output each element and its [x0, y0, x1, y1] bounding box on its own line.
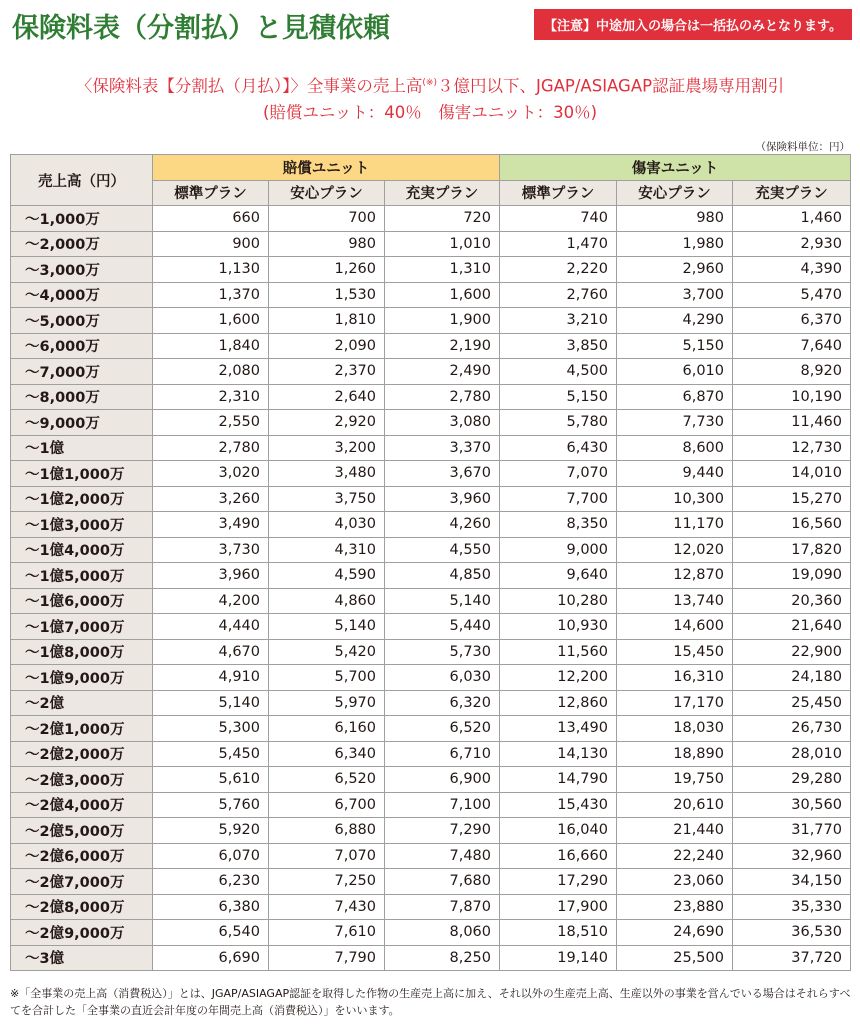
premium-cell: 6,160 [269, 716, 385, 742]
premium-cell: 6,520 [269, 767, 385, 793]
premium-cell: 15,450 [617, 639, 733, 665]
premium-cell: 13,740 [617, 588, 733, 614]
premium-cell: 8,250 [385, 945, 500, 971]
premium-cell: 16,660 [500, 843, 617, 869]
premium-cell: 4,440 [153, 614, 269, 640]
premium-cell: 2,640 [269, 384, 385, 410]
page-header [12, 6, 852, 46]
premium-cell: 4,310 [269, 537, 385, 563]
premium-cell: 32,960 [733, 843, 851, 869]
premium-cell: 20,360 [733, 588, 851, 614]
plan-header: 安心プラン [269, 180, 385, 206]
table-row [11, 716, 851, 742]
premium-cell: 3,260 [153, 486, 269, 512]
sales-range-label: ～2億8,000万 [11, 894, 153, 920]
premium-cell: 17,170 [617, 690, 733, 716]
premium-cell: 7,730 [617, 410, 733, 436]
premium-cell: 5,150 [500, 384, 617, 410]
premium-cell: 21,440 [617, 818, 733, 844]
sales-range-label: ～7,000万 [11, 359, 153, 385]
premium-cell: 5,730 [385, 639, 500, 665]
premium-cell: 3,480 [269, 461, 385, 487]
table-row [11, 818, 851, 844]
premium-cell: 19,750 [617, 767, 733, 793]
sales-range-label: ～2億7,000万 [11, 869, 153, 895]
premium-cell: 7,290 [385, 818, 500, 844]
premium-cell: 1,530 [269, 282, 385, 308]
premium-cell: 31,770 [733, 818, 851, 844]
table-row [11, 461, 851, 487]
premium-cell: 6,370 [733, 308, 851, 334]
unit-note: （保険料単位：円） [755, 141, 850, 153]
premium-cell: 1,260 [269, 257, 385, 283]
premium-cell: 9,640 [500, 563, 617, 589]
footnote: ※「全事業の売上高（消費税込）」とは、JGAP/ASIAGAP認証を取得した作物の生産売上高に加え、それ以外の生産売上高、生産以外の事業を営んでいる場合はそれらすべてを合計した「全事業の直近会計年度の年間売上高（消費税込）」をいいます。 [10, 987, 851, 1017]
sales-range-label: ～4,000万 [11, 282, 153, 308]
premium-cell: 1,460 [733, 206, 851, 232]
plan-header: 安心プラン [617, 180, 733, 206]
premium-cell: 34,150 [733, 869, 851, 895]
sales-range-label: ～2億1,000万 [11, 716, 153, 742]
premium-cell: 7,640 [733, 333, 851, 359]
sales-range-label: ～2億3,000万 [11, 767, 153, 793]
premium-cell: 9,000 [500, 537, 617, 563]
premium-cell: 1,810 [269, 308, 385, 334]
premium-cell: 3,210 [500, 308, 617, 334]
premium-cell: 12,860 [500, 690, 617, 716]
premium-cell: 1,370 [153, 282, 269, 308]
table-row [11, 537, 851, 563]
sales-range-label: ～1億8,000万 [11, 639, 153, 665]
premium-cell: 660 [153, 206, 269, 232]
table-row [11, 588, 851, 614]
premium-cell: 980 [269, 231, 385, 257]
premium-cell: 7,070 [269, 843, 385, 869]
premium-cell: 3,750 [269, 486, 385, 512]
premium-cell: 5,300 [153, 716, 269, 742]
table-row [11, 282, 851, 308]
premium-cell: 25,450 [733, 690, 851, 716]
premium-cell: 37,720 [733, 945, 851, 971]
premium-cell: 6,710 [385, 741, 500, 767]
premium-cell: 24,690 [617, 920, 733, 946]
premium-cell: 18,030 [617, 716, 733, 742]
premium-cell: 8,920 [733, 359, 851, 385]
premium-cell: 23,880 [617, 894, 733, 920]
premium-cell: 6,520 [385, 716, 500, 742]
premium-cell: 7,250 [269, 869, 385, 895]
premium-cell: 7,100 [385, 792, 500, 818]
sales-range-label: ～8,000万 [11, 384, 153, 410]
premium-cell: 6,700 [269, 792, 385, 818]
premium-cell: 4,850 [385, 563, 500, 589]
page-title: 保険料表（分割払）と見積依頼 [12, 13, 390, 44]
premium-cell: 4,500 [500, 359, 617, 385]
plan-header: 充実プラン [733, 180, 851, 206]
premium-cell: 2,080 [153, 359, 269, 385]
premium-cell: 11,560 [500, 639, 617, 665]
table-row [11, 869, 851, 895]
premium-cell: 23,060 [617, 869, 733, 895]
premium-cell: 14,130 [500, 741, 617, 767]
sales-range-label: ～1億2,000万 [11, 486, 153, 512]
premium-cell: 2,310 [153, 384, 269, 410]
premium-cell: 26,730 [733, 716, 851, 742]
premium-cell: 1,310 [385, 257, 500, 283]
premium-cell: 28,010 [733, 741, 851, 767]
sales-range-label: ～1億9,000万 [11, 665, 153, 691]
table-row [11, 359, 851, 385]
premium-cell: 720 [385, 206, 500, 232]
premium-cell: 2,090 [269, 333, 385, 359]
premium-cell: 1,840 [153, 333, 269, 359]
premium-cell: 3,370 [385, 435, 500, 461]
table-row [11, 614, 851, 640]
premium-cell: 21,640 [733, 614, 851, 640]
premium-cell: 2,370 [269, 359, 385, 385]
subtitle-line-1 [10, 70, 850, 100]
premium-cell: 30,560 [733, 792, 851, 818]
premium-cell: 2,780 [153, 435, 269, 461]
premium-cell: 5,760 [153, 792, 269, 818]
premium-cell: 14,790 [500, 767, 617, 793]
premium-cell: 1,980 [617, 231, 733, 257]
premium-cell: 3,490 [153, 512, 269, 538]
premium-cell: 17,820 [733, 537, 851, 563]
table-body [11, 206, 851, 971]
premium-cell: 10,300 [617, 486, 733, 512]
sales-range-label: ～1億3,000万 [11, 512, 153, 538]
premium-cell: 14,600 [617, 614, 733, 640]
premium-cell: 24,180 [733, 665, 851, 691]
premium-cell: 4,670 [153, 639, 269, 665]
premium-cell: 10,930 [500, 614, 617, 640]
plan-header: 標準プラン [153, 180, 269, 206]
premium-cell: 4,860 [269, 588, 385, 614]
premium-cell: 6,070 [153, 843, 269, 869]
premium-cell: 1,470 [500, 231, 617, 257]
premium-cell: 15,430 [500, 792, 617, 818]
premium-cell: 4,290 [617, 308, 733, 334]
table-row [11, 308, 851, 334]
sales-range-label: ～2億5,000万 [11, 818, 153, 844]
premium-cell: 6,900 [385, 767, 500, 793]
table-row [11, 563, 851, 589]
premium-cell: 5,610 [153, 767, 269, 793]
sales-range-label: ～2億9,000万 [11, 920, 153, 946]
premium-cell: 2,760 [500, 282, 617, 308]
premium-cell: 2,930 [733, 231, 851, 257]
subtitle-line-2: (賠償ユニット：40％ 傷害ユニット：30％) [262, 102, 598, 122]
premium-cell: 3,960 [153, 563, 269, 589]
liability-unit-header: 賠償ユニット [153, 155, 500, 181]
premium-cell: 5,700 [269, 665, 385, 691]
premium-cell: 19,140 [500, 945, 617, 971]
premium-cell: 4,550 [385, 537, 500, 563]
injury-unit-header: 傷害ユニット [500, 155, 851, 181]
premium-cell: 5,440 [385, 614, 500, 640]
sales-range-label: ～1,000万 [11, 206, 153, 232]
premium-cell: 5,450 [153, 741, 269, 767]
premium-cell: 9,440 [617, 461, 733, 487]
premium-cell: 3,200 [269, 435, 385, 461]
premium-cell: 3,020 [153, 461, 269, 487]
premium-cell: 6,010 [617, 359, 733, 385]
table-row [11, 257, 851, 283]
premium-cell: 700 [269, 206, 385, 232]
premium-cell: 36,530 [733, 920, 851, 946]
sales-range-label: ～2億2,000万 [11, 741, 153, 767]
premium-cell: 8,350 [500, 512, 617, 538]
premium-cell: 2,960 [617, 257, 733, 283]
table-row [11, 206, 851, 232]
sales-header: 売上高（円） [11, 155, 153, 206]
premium-cell: 5,150 [617, 333, 733, 359]
premium-cell: 25,500 [617, 945, 733, 971]
premium-cell: 6,030 [385, 665, 500, 691]
table-row [11, 792, 851, 818]
premium-cell: 18,890 [617, 741, 733, 767]
premium-cell: 3,730 [153, 537, 269, 563]
premium-cell: 10,190 [733, 384, 851, 410]
premium-cell: 17,290 [500, 869, 617, 895]
premium-cell: 16,560 [733, 512, 851, 538]
premium-cell: 2,220 [500, 257, 617, 283]
premium-cell: 7,870 [385, 894, 500, 920]
table-row [11, 486, 851, 512]
sales-range-label: ～1億6,000万 [11, 588, 153, 614]
premium-table [10, 154, 851, 971]
plan-header: 標準プラン [500, 180, 617, 206]
premium-cell: 13,490 [500, 716, 617, 742]
table-row [11, 410, 851, 436]
premium-cell: 7,790 [269, 945, 385, 971]
premium-cell: 8,060 [385, 920, 500, 946]
premium-cell: 4,200 [153, 588, 269, 614]
table-row [11, 690, 851, 716]
premium-cell: 20,610 [617, 792, 733, 818]
sales-range-label: ～1億7,000万 [11, 614, 153, 640]
premium-cell: 18,510 [500, 920, 617, 946]
premium-cell: 7,480 [385, 843, 500, 869]
premium-cell: 12,870 [617, 563, 733, 589]
sales-range-label: ～1億 [11, 435, 153, 461]
premium-cell: 2,190 [385, 333, 500, 359]
premium-cell: 5,780 [500, 410, 617, 436]
sales-range-label: ～2,000万 [11, 231, 153, 257]
premium-cell: 3,080 [385, 410, 500, 436]
table-row [11, 767, 851, 793]
premium-cell: 1,010 [385, 231, 500, 257]
premium-cell: 7,680 [385, 869, 500, 895]
notice-badge: 【注意】中途加入の場合は一括払のみとなります。 [534, 9, 852, 40]
premium-cell: 12,020 [617, 537, 733, 563]
sales-range-label: ～1億1,000万 [11, 461, 153, 487]
premium-cell: 5,420 [269, 639, 385, 665]
premium-cell: 11,460 [733, 410, 851, 436]
premium-cell: 3,850 [500, 333, 617, 359]
premium-cell: 980 [617, 206, 733, 232]
premium-cell: 7,610 [269, 920, 385, 946]
premium-cell: 4,390 [733, 257, 851, 283]
subtitle-line-1-b: ３億円以下、JGAP/ASIAGAP認証農場専用割引 [436, 76, 785, 96]
table-header-row-1 [11, 155, 851, 181]
table-row [11, 920, 851, 946]
premium-cell: 6,320 [385, 690, 500, 716]
premium-cell: 4,590 [269, 563, 385, 589]
premium-cell: 740 [500, 206, 617, 232]
premium-cell: 12,730 [733, 435, 851, 461]
premium-cell: 6,880 [269, 818, 385, 844]
premium-cell: 22,240 [617, 843, 733, 869]
sales-range-label: ～5,000万 [11, 308, 153, 334]
table-row [11, 231, 851, 257]
premium-cell: 15,270 [733, 486, 851, 512]
footnote-mark: (※) [422, 78, 437, 88]
premium-cell: 5,970 [269, 690, 385, 716]
table-row [11, 384, 851, 410]
premium-cell: 2,920 [269, 410, 385, 436]
premium-cell: 2,550 [153, 410, 269, 436]
premium-cell: 4,030 [269, 512, 385, 538]
premium-cell: 10,280 [500, 588, 617, 614]
table-subtitle [10, 70, 850, 126]
subtitle-line-1-a: 〈保険料表【分割払（月払）】〉全事業の売上高 [75, 76, 423, 96]
premium-cell: 16,310 [617, 665, 733, 691]
premium-cell: 5,920 [153, 818, 269, 844]
plan-header: 充実プラン [385, 180, 500, 206]
table-row [11, 665, 851, 691]
premium-cell: 4,260 [385, 512, 500, 538]
premium-cell: 6,870 [617, 384, 733, 410]
premium-cell: 5,140 [269, 614, 385, 640]
premium-cell: 1,900 [385, 308, 500, 334]
premium-cell: 5,140 [385, 588, 500, 614]
premium-cell: 7,430 [269, 894, 385, 920]
premium-cell: 8,600 [617, 435, 733, 461]
premium-cell: 7,700 [500, 486, 617, 512]
table-row [11, 333, 851, 359]
sales-range-label: ～9,000万 [11, 410, 153, 436]
sales-range-label: ～1億5,000万 [11, 563, 153, 589]
table-row [11, 435, 851, 461]
premium-cell: 3,670 [385, 461, 500, 487]
table-row [11, 639, 851, 665]
premium-cell: 1,600 [153, 308, 269, 334]
premium-cell: 6,380 [153, 894, 269, 920]
premium-cell: 22,900 [733, 639, 851, 665]
premium-cell: 4,910 [153, 665, 269, 691]
premium-cell: 35,330 [733, 894, 851, 920]
premium-cell: 12,200 [500, 665, 617, 691]
sales-range-label: ～2億4,000万 [11, 792, 153, 818]
sales-range-label: ～2億 [11, 690, 153, 716]
premium-cell: 17,900 [500, 894, 617, 920]
table-row [11, 512, 851, 538]
sales-range-label: ～3億 [11, 945, 153, 971]
premium-cell: 1,600 [385, 282, 500, 308]
premium-cell: 19,090 [733, 563, 851, 589]
premium-cell: 1,130 [153, 257, 269, 283]
premium-cell: 6,540 [153, 920, 269, 946]
table-row [11, 894, 851, 920]
premium-cell: 2,780 [385, 384, 500, 410]
premium-cell: 5,140 [153, 690, 269, 716]
premium-cell: 900 [153, 231, 269, 257]
table-row [11, 741, 851, 767]
table-row [11, 945, 851, 971]
premium-cell: 6,340 [269, 741, 385, 767]
premium-cell: 7,070 [500, 461, 617, 487]
premium-cell: 6,430 [500, 435, 617, 461]
premium-cell: 5,470 [733, 282, 851, 308]
sales-range-label: ～6,000万 [11, 333, 153, 359]
sales-range-label: ～2億6,000万 [11, 843, 153, 869]
premium-cell: 16,040 [500, 818, 617, 844]
premium-cell: 6,230 [153, 869, 269, 895]
sales-range-label: ～3,000万 [11, 257, 153, 283]
premium-cell: 3,960 [385, 486, 500, 512]
premium-cell: 6,690 [153, 945, 269, 971]
table-row [11, 843, 851, 869]
premium-cell: 14,010 [733, 461, 851, 487]
sales-range-label: ～1億4,000万 [11, 537, 153, 563]
premium-cell: 11,170 [617, 512, 733, 538]
premium-cell: 3,700 [617, 282, 733, 308]
premium-cell: 2,490 [385, 359, 500, 385]
premium-cell: 29,280 [733, 767, 851, 793]
